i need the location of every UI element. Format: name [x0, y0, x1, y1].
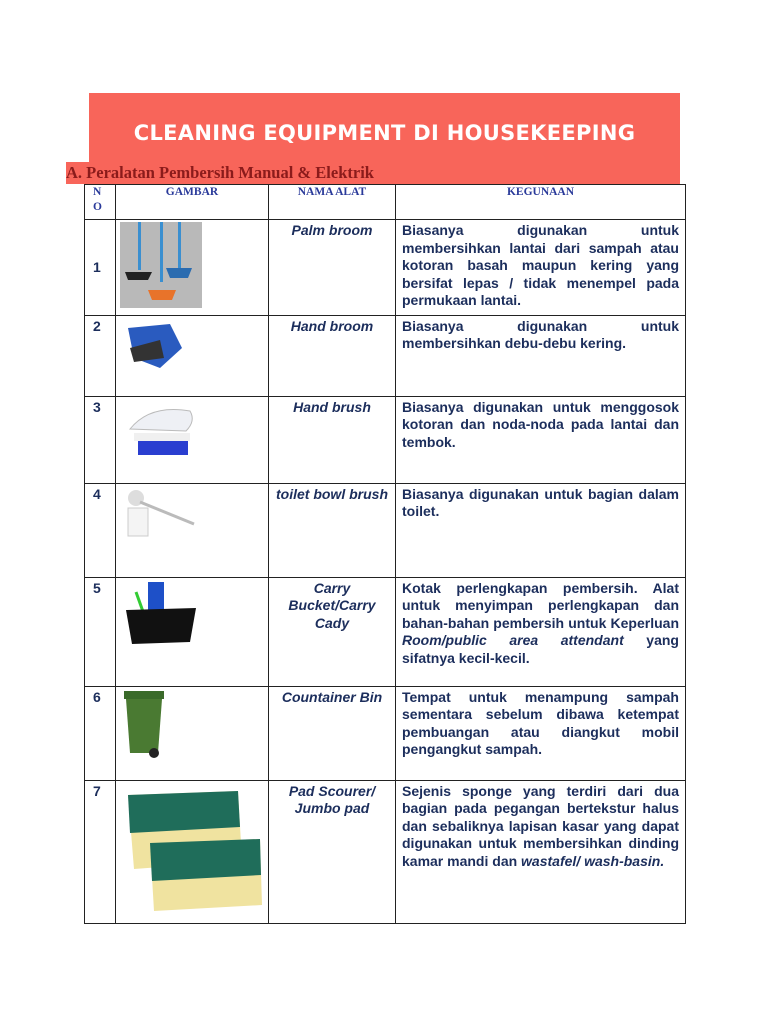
sponge-pad-image [120, 783, 265, 913]
table-row [85, 315, 686, 396]
page-title: CLEANING EQUIPMENT DI HOUSEKEEPING [133, 121, 636, 145]
container-bin-image [120, 689, 170, 761]
item-name: Hand broom [269, 315, 396, 396]
hand-broom-image [120, 318, 190, 378]
item-usage: Kotak perlengkapan pembersih. Alat untuk menyimpan perlengkapan dan bahan-bahan pembersih untuk Keperluan Room/public area attendant yang sifatnya kecil-kecil. [396, 577, 686, 686]
header-name: NAMA ALAT [269, 185, 396, 220]
table-row [85, 220, 686, 316]
table-row [85, 483, 686, 577]
header-no: N O [85, 185, 116, 220]
row-number: 6 [85, 686, 116, 780]
table-row [85, 396, 686, 483]
header-image: GAMBAR [116, 185, 269, 220]
item-name: Carry Bucket/Carry Cady [269, 577, 396, 686]
item-name: Hand brush [269, 396, 396, 483]
item-name: Countainer Bin [269, 686, 396, 780]
row-number: 4 [85, 483, 116, 577]
item-usage: Tempat untuk menampung sampah sementara sebelum dibawa ketempat pembuangan atau diangkut mobil pengangkut sampah. [396, 686, 686, 780]
item-usage: Sejenis sponge yang terdiri dari dua bagian pada pegangan bertekstur halus dan sebaliknya lapisan kasar yang dapat digunakan untuk membersihkan dinding kamar mandi dan wastafel/ wash-basin. [396, 780, 686, 923]
row-number: 2 [85, 315, 116, 396]
item-name: Palm broom [269, 220, 396, 316]
item-usage: Biasanya digunakan untuk membersihkan debu-debu kering. [396, 315, 686, 396]
table-header-row [85, 185, 686, 220]
equipment-table [84, 184, 686, 924]
item-usage: Biasanya digunakan untuk membersihkan lantai dari sampah atau kotoran basah maupun kering yang bersifat lepas / tidak menempel pada permukaan lantai. [396, 220, 686, 316]
row-number: 7 [85, 780, 116, 923]
table-row [85, 686, 686, 780]
palm-broom-image [120, 222, 202, 308]
item-usage: Biasanya digunakan untuk bagian dalam toilet. [396, 483, 686, 577]
carry-bucket-image [120, 580, 200, 652]
row-number: 1 [85, 220, 116, 316]
row-number: 3 [85, 396, 116, 483]
section-heading: A. Peralatan Pembersih Manual & Elektrik [66, 162, 378, 184]
toilet-brush-image [120, 486, 200, 554]
table-row [85, 780, 686, 923]
item-name: Pad Scourer/ Jumbo pad [269, 780, 396, 923]
item-usage: Biasanya digunakan untuk menggosok kotoran dan noda-noda pada lantai dan tembok. [396, 396, 686, 483]
header-usage: KEGUNAAN [396, 185, 686, 220]
hand-brush-image [120, 399, 200, 461]
row-number: 5 [85, 577, 116, 686]
item-name: toilet bowl brush [269, 483, 396, 577]
table-row [85, 577, 686, 686]
